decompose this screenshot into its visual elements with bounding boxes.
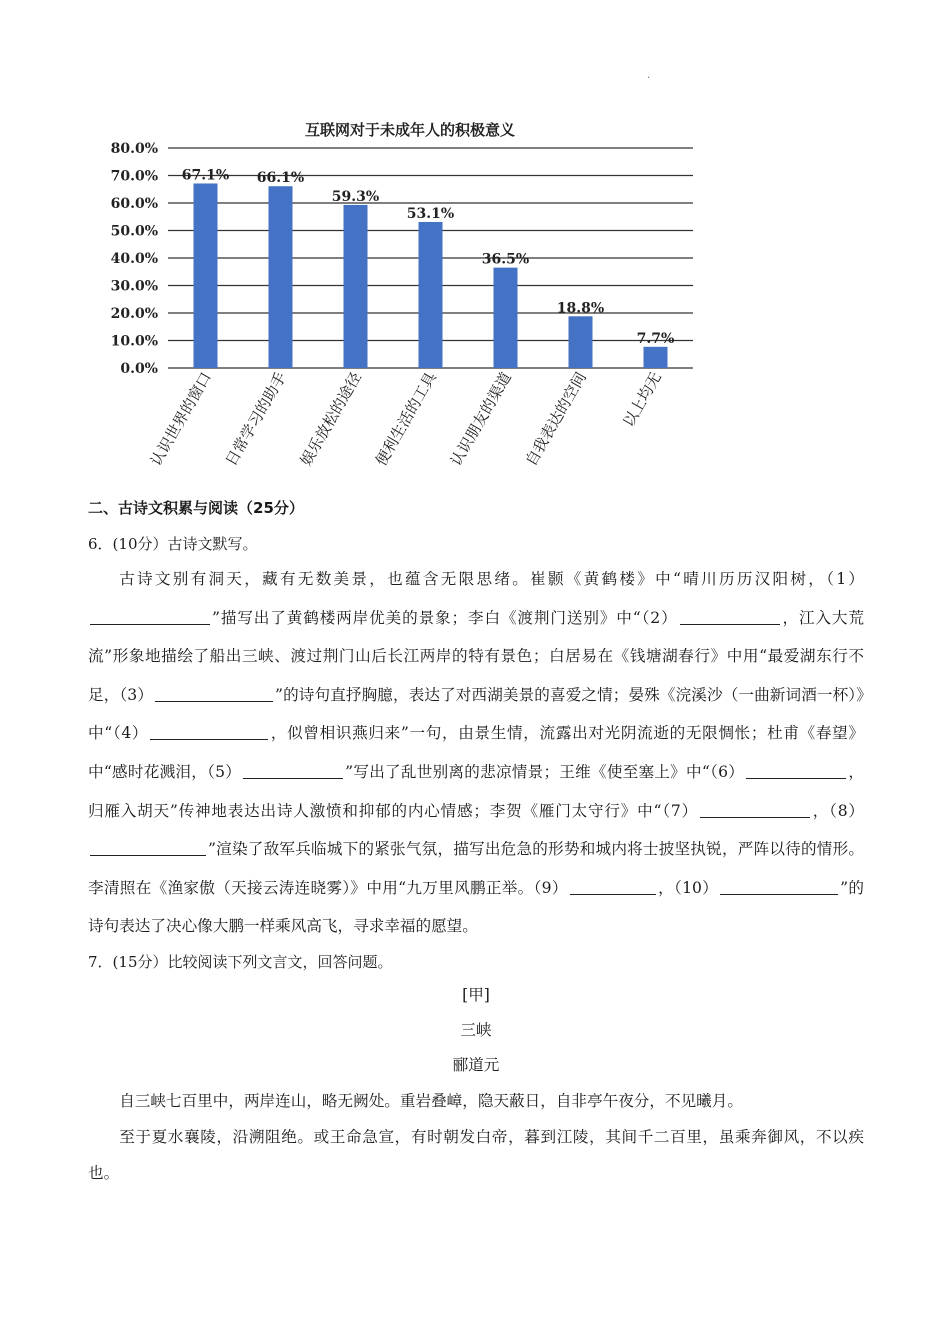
bar-chart [100, 108, 700, 493]
data-label: 59.3% [331, 188, 380, 205]
header-mark: . [647, 70, 651, 81]
passage-author: 郦道元 [452, 1055, 500, 1074]
chart-title: 互联网对于未成年人的积极意义 [304, 121, 516, 139]
data-label: 66.1% [256, 170, 305, 187]
bar [344, 205, 368, 368]
x-tick-label: 日常学习的助手 [221, 369, 290, 469]
data-label: 7.7% [636, 330, 675, 347]
x-tick-label: 以上均无 [619, 369, 665, 430]
y-tick-label: 80.0% [110, 141, 158, 157]
data-label: 67.1% [181, 167, 230, 184]
answer-blank-8[interactable] [90, 839, 206, 856]
text-segment: ，归雁入胡天”传神地表达出诗人激愤和抑郁的内心情感；李贺《雁门太守行》中“（7） [88, 762, 864, 820]
answer-blank-1[interactable] [90, 608, 210, 625]
x-tick-label: 便利生活的工具 [371, 369, 440, 469]
answer-blank-3[interactable] [155, 685, 273, 702]
x-tick-label: 认识世界的窗口 [146, 369, 215, 469]
bar [569, 316, 593, 368]
answer-blank-10[interactable] [720, 878, 838, 895]
bar [419, 222, 443, 368]
text-segment: ，江入大荒流”形象地描绘了船出三峡、渡过荆门山后长江两岸的特有景色；白居易在《钱塘湖春行》中用“最爱湖东行不足，（3） [88, 608, 864, 704]
answer-blank-2[interactable] [680, 608, 780, 625]
data-label: 53.1% [406, 205, 455, 222]
text-segment: ，似曾相识燕归来”一句，由景生情，流露出对光阴流逝的无限惆怅；杜甫《春望》中“感时花溅泪，（5） [88, 724, 864, 781]
question-6-heading: 6．(10分）古诗文默写。 [88, 535, 258, 553]
y-tick-label: 30.0% [110, 278, 158, 295]
passage-label: [甲] [462, 985, 490, 1004]
y-tick-label: 40.0% [110, 251, 158, 267]
section-title: 二、古诗文积累与阅读（25分） [88, 499, 304, 517]
answer-blank-4[interactable] [150, 723, 268, 740]
answer-blank-6[interactable] [746, 762, 846, 779]
text-segment: 古诗文别有洞天，藏有无数美景，也蕴含无限思绪。崔颢《黄鹤楼》中“晴川历历汉阳树，（1） [119, 570, 864, 588]
y-tick-label: 20.0% [110, 306, 158, 322]
x-tick-label: 认识朋友的渠道 [446, 369, 515, 469]
bar [644, 347, 668, 368]
data-label: 36.5% [481, 251, 530, 268]
text-segment: ，（8） [811, 801, 864, 820]
bar [194, 183, 218, 368]
y-tick-label: 0.0% [120, 361, 158, 377]
answer-blank-7[interactable] [700, 801, 810, 818]
data-label: 18.8% [556, 300, 605, 317]
question-7-heading: 7．(15分）比较阅读下列文言文，回答问题。 [88, 952, 393, 971]
text-segment: ”写出了乱世别离的悲凉情景；王维《使至塞上》中“（6） [345, 762, 745, 781]
bar [269, 186, 293, 368]
text-segment: ”的诗句表达了决心像大鹏一样乘风高飞，寻求幸福的愿望。 [88, 878, 864, 936]
x-tick-label: 娱乐放松的途径 [296, 369, 365, 469]
y-tick-label: 50.0% [110, 223, 158, 240]
answer-blank-9[interactable] [570, 878, 656, 895]
text-segment: ”的诗句直抒胸臆，表达了对西湖美景的喜爱之情；晏殊《浣溪沙（一曲新词酒一杯）》中“（4） [88, 685, 864, 743]
passage-paragraph-1: 自三峡七百里中，两岸连山，略无阙处。重岩叠嶂，隐天蔽日，自非亭午夜分，不见曦月。 [119, 1091, 743, 1110]
question-6-text [88, 560, 864, 946]
passage-title: 三峡 [460, 1020, 492, 1039]
text-segment: ，（10） [657, 878, 719, 897]
x-tick-label: 自我表达的空间 [521, 369, 590, 469]
text-segment: ”描写出了黄鹤楼两岸优美的景象；李白《渡荆门送别》中“（2） [212, 608, 678, 627]
text-segment: ”渲染了敌军兵临城下的紧张气氛，描写出危急的形势和城内将士披坚执锐，严阵以待的情形。李清照在《渔家傲（天接云涛连晓雾）》中用“九万里风鹏正举。（9） [88, 840, 864, 897]
y-tick-label: 10.0% [110, 333, 158, 350]
answer-blank-5[interactable] [243, 762, 343, 779]
y-tick-label: 60.0% [110, 196, 158, 212]
y-tick-label: 70.0% [110, 168, 158, 185]
passage-paragraph-2: 至于夏水襄陵，沿溯阻绝。或王命急宣，有时朝发白帝，暮到江陵，其间千二百里，虽乘奔御风，不以疾也。 [88, 1127, 864, 1182]
bar [494, 268, 518, 368]
